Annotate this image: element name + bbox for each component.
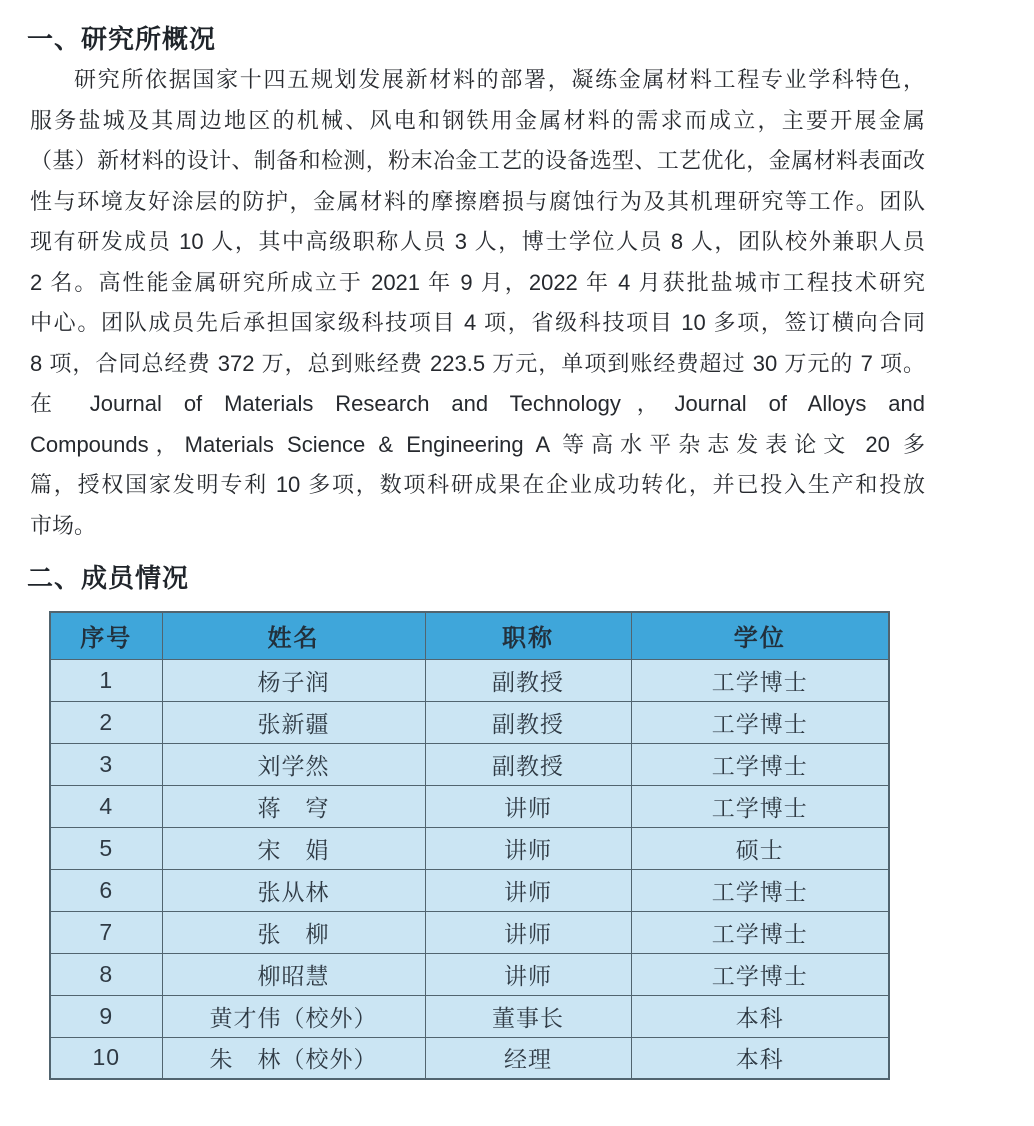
cell-degree: 工学博士 <box>631 785 889 827</box>
member-row <box>50 701 889 743</box>
cell-title: 副教授 <box>425 743 631 785</box>
cell-no: 3 <box>50 743 162 785</box>
member-row <box>50 659 889 701</box>
cell-name: 张从林 <box>162 869 425 911</box>
cell-name: 柳昭慧 <box>162 953 425 995</box>
cell-degree: 工学博士 <box>631 701 889 743</box>
paragraph-line: （基）新材料的设计、制备和检测，粉末冶金工艺的设备选型、工艺优化，金属材料表面改 <box>30 148 925 173</box>
paragraph-line: 2 名。高性能金属研究所成立于 2021 年 9 月，2022 年 4 月获批盐城市工程技术研究 <box>30 269 925 295</box>
cell-degree: 工学博士 <box>631 869 889 911</box>
member-row <box>50 743 889 785</box>
cell-degree: 本科 <box>631 995 889 1037</box>
paragraph-line: 市场。 <box>30 512 97 538</box>
cell-name: 蒋 穹 <box>162 785 425 827</box>
section-overview-heading: 一、研究所概况 <box>27 24 217 54</box>
cell-degree: 工学博士 <box>631 953 889 995</box>
cell-name: 黄才伟（校外） <box>162 995 425 1037</box>
member-row <box>50 1037 889 1079</box>
paragraph-line: 在 Journal of Materials Research and Technology，Journal of Alloys and <box>30 391 925 416</box>
cell-degree: 工学博士 <box>631 743 889 785</box>
cell-degree: 工学博士 <box>631 911 889 953</box>
cell-title: 副教授 <box>425 701 631 743</box>
members-table <box>49 611 890 1080</box>
cell-no: 10 <box>50 1037 162 1079</box>
cell-no: 4 <box>50 785 162 827</box>
paragraph-line: 现有研发成员 10 人，其中高级职称人员 3 人，博士学位人员 8 人，团队校外兼职人员 <box>30 229 925 254</box>
cell-title: 讲师 <box>425 869 631 911</box>
cell-name: 朱 林（校外） <box>162 1037 425 1079</box>
col-header-name: 姓名 <box>162 612 425 659</box>
cell-no: 6 <box>50 869 162 911</box>
cell-title: 讲师 <box>425 953 631 995</box>
section-members-heading: 二、成员情况 <box>27 563 190 593</box>
cell-title: 讲师 <box>425 827 631 869</box>
member-row <box>50 911 889 953</box>
cell-no: 2 <box>50 701 162 743</box>
cell-title: 讲师 <box>425 911 631 953</box>
cell-title: 董事长 <box>425 995 631 1037</box>
table-header-row <box>50 612 889 659</box>
cell-no: 9 <box>50 995 162 1037</box>
cell-degree: 硕士 <box>631 827 889 869</box>
paragraph-line: Compounds，Materials Science & Engineering A 等高水平杂志发表论文 20 多 <box>30 431 925 457</box>
cell-name: 宋 娟 <box>162 827 425 869</box>
member-row <box>50 827 889 869</box>
member-row <box>50 869 889 911</box>
cell-title: 讲师 <box>425 785 631 827</box>
paragraph-line: 性与环境友好涂层的防护，金属材料的摩擦磨损与腐蚀行为及其机理研究等工作。团队 <box>30 188 925 214</box>
col-header-title: 职称 <box>425 612 631 659</box>
paragraph-line: 8 项，合同总经费 372 万，总到账经费 223.5 万元，单项到账经费超过 30 万元的 7 项。 <box>30 350 925 376</box>
cell-title: 副教授 <box>425 659 631 701</box>
overview-paragraph <box>30 60 925 546</box>
cell-degree: 本科 <box>631 1037 889 1079</box>
cell-name: 杨子润 <box>162 659 425 701</box>
cell-degree: 工学博士 <box>631 659 889 701</box>
member-row <box>50 995 889 1037</box>
cell-name: 刘学然 <box>162 743 425 785</box>
cell-no: 8 <box>50 953 162 995</box>
member-row <box>50 953 889 995</box>
paragraph-line: 研究所依据国家十四五规划发展新材料的部署，凝练金属材料工程专业学科特色， <box>74 67 925 92</box>
cell-name: 张 柳 <box>162 911 425 953</box>
col-header-index: 序号 <box>50 612 162 659</box>
cell-title: 经理 <box>425 1037 631 1079</box>
cell-no: 7 <box>50 911 162 953</box>
paragraph-line: 篇，授权国家发明专利 10 多项，数项科研成果在企业成功转化，并已投入生产和投放 <box>30 472 925 497</box>
cell-no: 1 <box>50 659 162 701</box>
cell-name: 张新疆 <box>162 701 425 743</box>
member-row <box>50 785 889 827</box>
col-header-degree: 学位 <box>631 612 889 659</box>
cell-no: 5 <box>50 827 162 869</box>
paragraph-line: 服务盐城及其周边地区的机械、风电和钢铁用金属材料的需求而成立，主要开展金属 <box>30 107 925 133</box>
paragraph-line: 中心。团队成员先后承担国家级科技项目 4 项，省级科技项目 10 多项，签订横向合同 <box>30 310 925 335</box>
